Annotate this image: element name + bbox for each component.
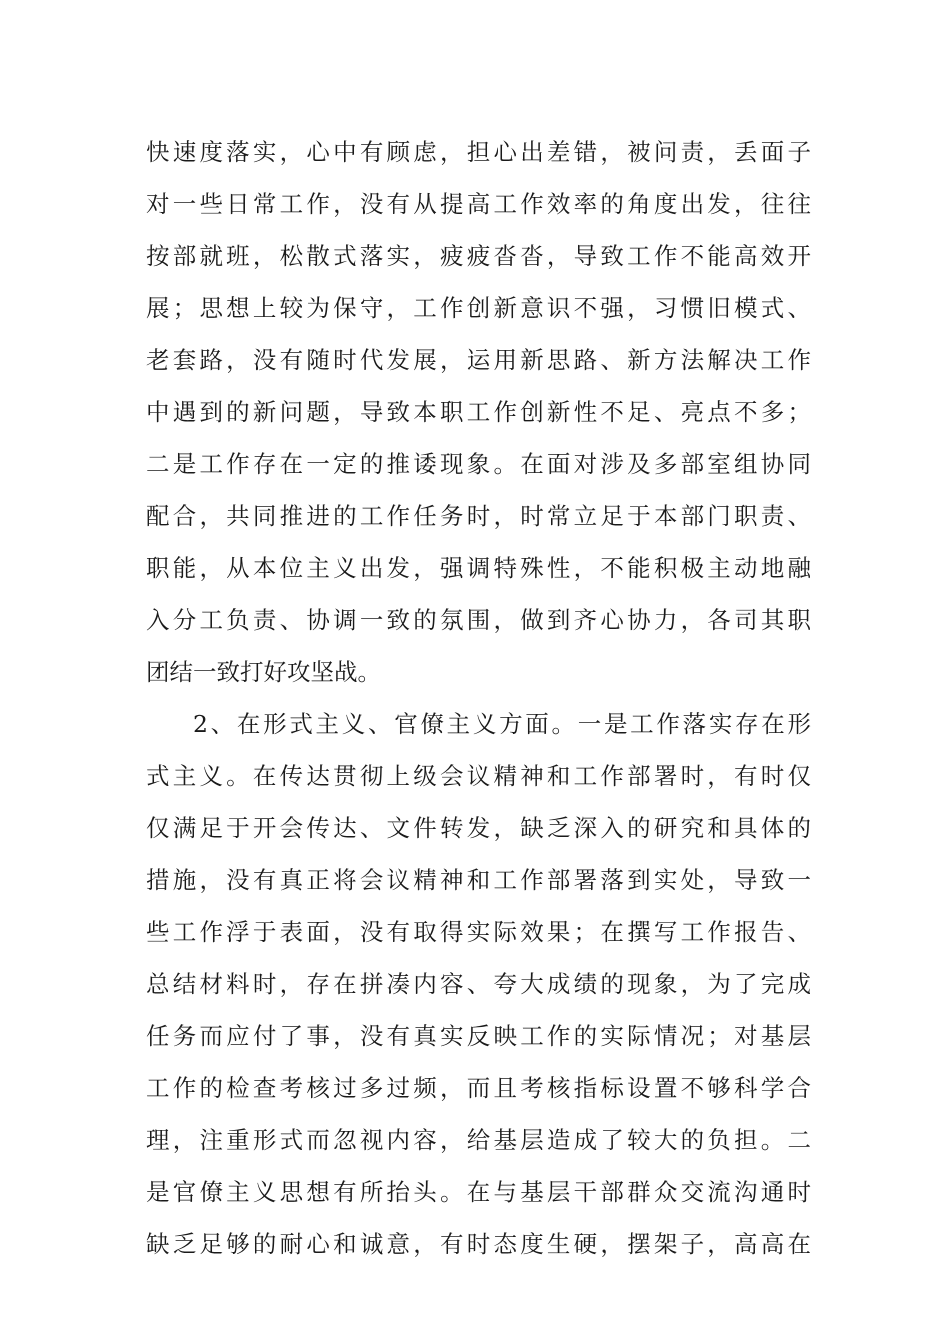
text-line: 工作的检查考核过多过频，而且考核指标设置不够科学合 [146,1074,811,1102]
paragraph-start-line: 2、在形式主义、官僚主义方面。一是工作落实存在形 [193,710,811,738]
text-line: 展；思想上较为保守，工作创新意识不强，习惯旧模式、 [146,294,811,322]
text-line: 仅满足于开会传达、文件转发，缺乏深入的研究和具体的 [146,814,811,842]
text-line: 二是工作存在一定的推诿现象。在面对涉及多部室组协同 [146,450,811,478]
text-line: 入分工负责、协调一致的氛围，做到齐心协力，各司其职 [146,606,811,634]
text-line: 措施，没有真正将会议精神和工作部署落到实处，导致一 [146,866,811,894]
text-line: 配合，共同推进的工作任务时，时常立足于本部门职责、 [146,502,811,530]
text-line: 式主义。在传达贯彻上级会议精神和工作部署时，有时仅 [146,762,811,790]
text-line: 对一些日常工作，没有从提高工作效率的角度出发，往往 [146,190,811,218]
text-line: 总结材料时，存在拼凑内容、夸大成绩的现象，为了完成 [146,970,811,998]
body-text [146,126,811,1270]
text-line: 团结一致打好攻坚战。 [146,658,381,686]
text-line: 理，注重形式而忽视内容，给基层造成了较大的负担。二 [146,1126,811,1154]
text-line: 快速度落实，心中有顾虑，担心出差错，被问责，丢面子 [146,138,811,166]
text-line: 中遇到的新问题，导致本职工作创新性不足、亮点不多； [146,398,811,426]
text-line: 职能，从本位主义出发，强调特殊性，不能积极主动地融 [146,554,811,582]
text-line: 些工作浮于表面，没有取得实际效果；在撰写工作报告、 [146,918,811,946]
text-line: 按部就班，松散式落实，疲疲沓沓，导致工作不能高效开 [146,242,811,270]
text-line: 老套路，没有随时代发展，运用新思路、新方法解决工作 [146,346,811,374]
text-line: 任务而应付了事，没有真实反映工作的实际情况；对基层 [146,1022,811,1050]
text-line: 是官僚主义思想有所抬头。在与基层干部群众交流沟通时 [146,1178,811,1206]
text-line: 缺乏足够的耐心和诚意，有时态度生硬，摆架子，高高在 [146,1230,811,1258]
